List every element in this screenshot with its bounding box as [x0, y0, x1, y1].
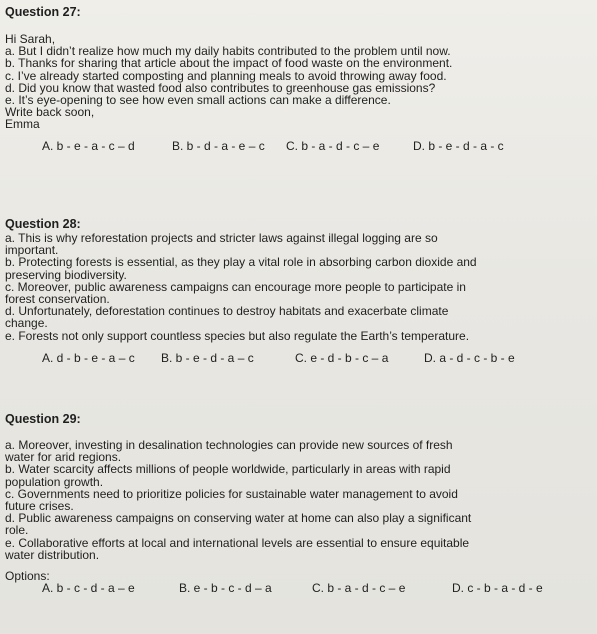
option-a[interactable]: A. b - e - a - c – d: [42, 138, 135, 153]
letter-line: Emma: [5, 117, 40, 132]
option-c[interactable]: C. e - d - b - c – a: [295, 350, 389, 365]
sentence-line: role.: [5, 523, 29, 538]
option-c[interactable]: C. b - a - d - c – e: [312, 581, 406, 596]
options-label: Options:: [5, 569, 50, 584]
sentence-line: e. Collaborative efforts at local and international levels are essential to ensure equitable: [5, 535, 470, 550]
question-title: Question 27:: [5, 5, 81, 19]
question-title: Question 29:: [5, 412, 81, 426]
sentence-line: b. Water scarcity affects millions of people worldwide, particularly in areas with rapid: [5, 462, 451, 477]
question-title: Question 28:: [5, 217, 81, 231]
sentence-line: d. Unfortunately, deforestation continues to destroy habitats and exacerbate climate: [5, 304, 449, 319]
question-28: [5, 217, 589, 367]
sentence-line: forest conservation.: [5, 292, 110, 307]
option-d[interactable]: D. a - d - c - b - e: [424, 350, 515, 365]
sentence-line: population growth.: [5, 474, 104, 489]
answer-options: [5, 581, 589, 597]
sentence-line: a. This is why reforestation projects and stricter laws against illegal logging are so: [5, 231, 438, 245]
option-d[interactable]: D. b - e - d - a - c: [413, 138, 504, 153]
sentence-line: change.: [5, 316, 48, 331]
sentence-line: preserving biodiversity.: [5, 267, 127, 282]
sentence-line: future crises.: [5, 499, 74, 514]
letter-line: e. It’s eye-opening to see how even small actions can make a difference.: [5, 93, 391, 108]
letter-line: d. Did you know that wasted food also contributes to greenhouse gas emissions?: [5, 80, 436, 95]
option-d[interactable]: D. c - b - a - d - e: [452, 581, 543, 596]
sentence-line: b. Protecting forests is essential, as they play a vital role in absorbing carbon dioxide and: [5, 255, 477, 270]
answer-options: [5, 351, 589, 367]
question-27: [5, 5, 589, 155]
sentence-line: water distribution.: [5, 547, 100, 562]
sentence-line: e. Forests not only support countless species but also regulate the Earth’s temperature.: [5, 328, 470, 343]
option-c[interactable]: C. b - a - d - c – e: [286, 138, 380, 153]
option-a[interactable]: A. b - c - d - a – e: [42, 581, 135, 596]
option-b[interactable]: B. e - b - c - d – a: [179, 581, 272, 596]
question-29: [5, 412, 589, 597]
letter-line: a. But I didn’t realize how much my daily habits contributed to the problem until now.: [5, 44, 451, 59]
sentence-line: c. Governments need to prioritize policies for sustainable water management to avoid: [5, 486, 458, 501]
option-a[interactable]: A. d - b - e - a – c: [42, 350, 135, 365]
sentence-line: d. Public awareness campaigns on conserving water at home can also play a significant: [5, 511, 472, 526]
letter-line: Hi Sarah,: [5, 32, 56, 46]
option-b[interactable]: B. b - d - a - e – c: [172, 138, 265, 153]
sentence-line: c. Moreover, public awareness campaigns can encourage more people to participate in: [5, 279, 466, 294]
sentence-line: a. Moreover, investing in desalination technologies can provide new sources of fresh: [5, 438, 453, 452]
sentence-line: water for arid regions.: [5, 450, 122, 465]
letter-line: Write back soon,: [5, 105, 95, 120]
answer-options: [5, 139, 589, 155]
sentence-line: important.: [5, 243, 59, 258]
letter-line: c. I’ve already started composting and planning meals to avoid throwing away food.: [5, 68, 447, 83]
letter-line: b. Thanks for sharing that article about the impact of food waste on the environment.: [5, 56, 453, 71]
option-b[interactable]: B. b - e - d - a – c: [161, 350, 254, 365]
